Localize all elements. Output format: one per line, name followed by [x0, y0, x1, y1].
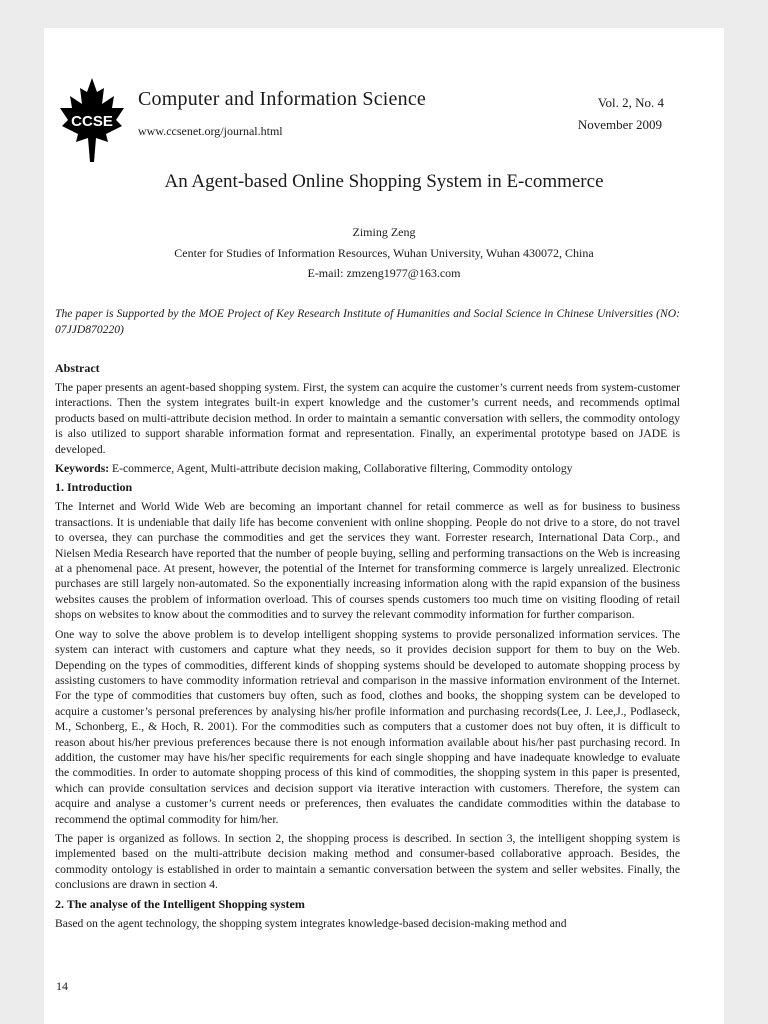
introduction-paragraph: One way to solve the above problem is to develop intelligent shopping systems to provide personalized information services. The system can interact with customers and capture what they needs, so it provides decision support for them to buy on the Web. Depending on the types of commodities, different kinds of shopping systems should be developed to automate shopping process by assisting customers to have commodity information retrieval and comparison in the massive information environment of the Internet. For the type of commodities that customers buy often, such as food, clothes and books, the shopping system can be developed to acquire a customer’s personal preferences by analysing his/her profile information and purchasing records(Lee, J. Lee,J., Podlaseck, M., Schonberg, E., & Hoch, R. 2001). For the commodities such as computers that a customer does not buy often, it is difficult to reason about his/her previous preferences because there is not enough information available about his/her past purchasing record. In addition, the customer may have his/her specific requirements for each single shopping and have inadequate knowledge to evaluate the commodities. In order to automate shopping process of this kind of commodities, the shopping system in this paper is presented, which can provide consultation services and decision support via iterative interaction with customers. Therefore, the system can acquire and analyse a customer’s current needs or preferences, then evaluates the candidate commodities within the database to recommend the optimal commodity for him/her. [55, 627, 680, 826]
introduction-paragraph: The Internet and World Wide Web are becoming an important channel for retail commerce as well as for business to business transactions. It is undeniable that daily life has become convenient with online shopping. People do not drive to a store, do not travel to oversea, they can purchase the commodities and get the services they want. Forrester research, International Data Corp., and Nielsen Media Research have reported that the number of people buying, selling and performing transactions on the Web is increasing at a phenomenal pace. At present, however, the potential of the Internet for transforming commerce is largely unrealized. Electronic purchases are still largely non-automated. So the exponentially increasing information along with the rapid expansion of the business websites causes the problem of information overload. This of courses spends customers too much time on visiting flooding of retail shops on websites to know about the commodities and to survey the relevant commodity information for further comparison. [55, 500, 680, 622]
introduction-paragraph: The paper is organized as follows. In section 2, the shopping process is described. In section 3, the intelligent shopping system is implemented based on the multi-attribute decision making method and consumer-based collaborative approach. Besides, the commodity ontology is established in order to maintain a semantic conversation between the system and seller websites. Finally, the conclusions are drawn in section 4. [55, 831, 680, 892]
volume-issue: Vol. 2, No. 4 [597, 95, 664, 110]
section-heading-analysis: 2. The analyse of the Intelligent Shopping system [55, 896, 305, 911]
author-name: Ziming Zeng [352, 225, 416, 239]
abstract-heading: Abstract [55, 361, 100, 375]
abstract-text: The paper presents an agent-based shopping system. First, the system can acquire the customer’s current needs from system-customer interactions. Then the system integrates built-in expert knowledge and the customer’s current needs, and recommends optimal products based on multi-attribute decision method. In order to maintain a semantic conversation with sellers, the commodity ontology is also utilized to support sharable information format and representation. Finally, an experimental prototype based on JADE is developed. [55, 381, 680, 456]
svg-text:CCSE: CCSE [71, 113, 113, 130]
maple-leaf-icon [58, 78, 126, 162]
journal-url[interactable]: www.ccsenet.org/journal.html [138, 124, 283, 138]
journal-page [44, 28, 724, 1024]
author-email: E-mail: zmzeng1977@163.com [307, 266, 461, 280]
section-heading-introduction: 1. Introduction [55, 480, 133, 495]
ccse-maple-leaf-logo [58, 78, 126, 162]
issue-date: November 2009 [577, 117, 662, 132]
analysis-paragraph: Based on the agent technology, the shopping system integrates knowledge-based decision-making method and [55, 916, 567, 930]
keywords-text: E-commerce, Agent, Multi-attribute decision making, Collaborative filtering, Commodity ontology [109, 462, 573, 476]
page-number: 14 [56, 979, 68, 993]
keywords-label: Keywords: [55, 462, 110, 476]
keywords-line [55, 461, 680, 476]
funding-note: The paper is Supported by the MOE Project of Key Research Institute of Humanities and Social Science in Chinese Universities (NO: 07JJD870220) [55, 307, 680, 336]
journal-title: Computer and Information Science [138, 88, 426, 110]
paper-body [55, 361, 680, 935]
author-affiliation: Center for Studies of Information Resources, Wuhan University, Wuhan 430072, China [174, 246, 594, 260]
paper-title: An Agent-based Online Shopping System in E-commerce [164, 171, 604, 192]
